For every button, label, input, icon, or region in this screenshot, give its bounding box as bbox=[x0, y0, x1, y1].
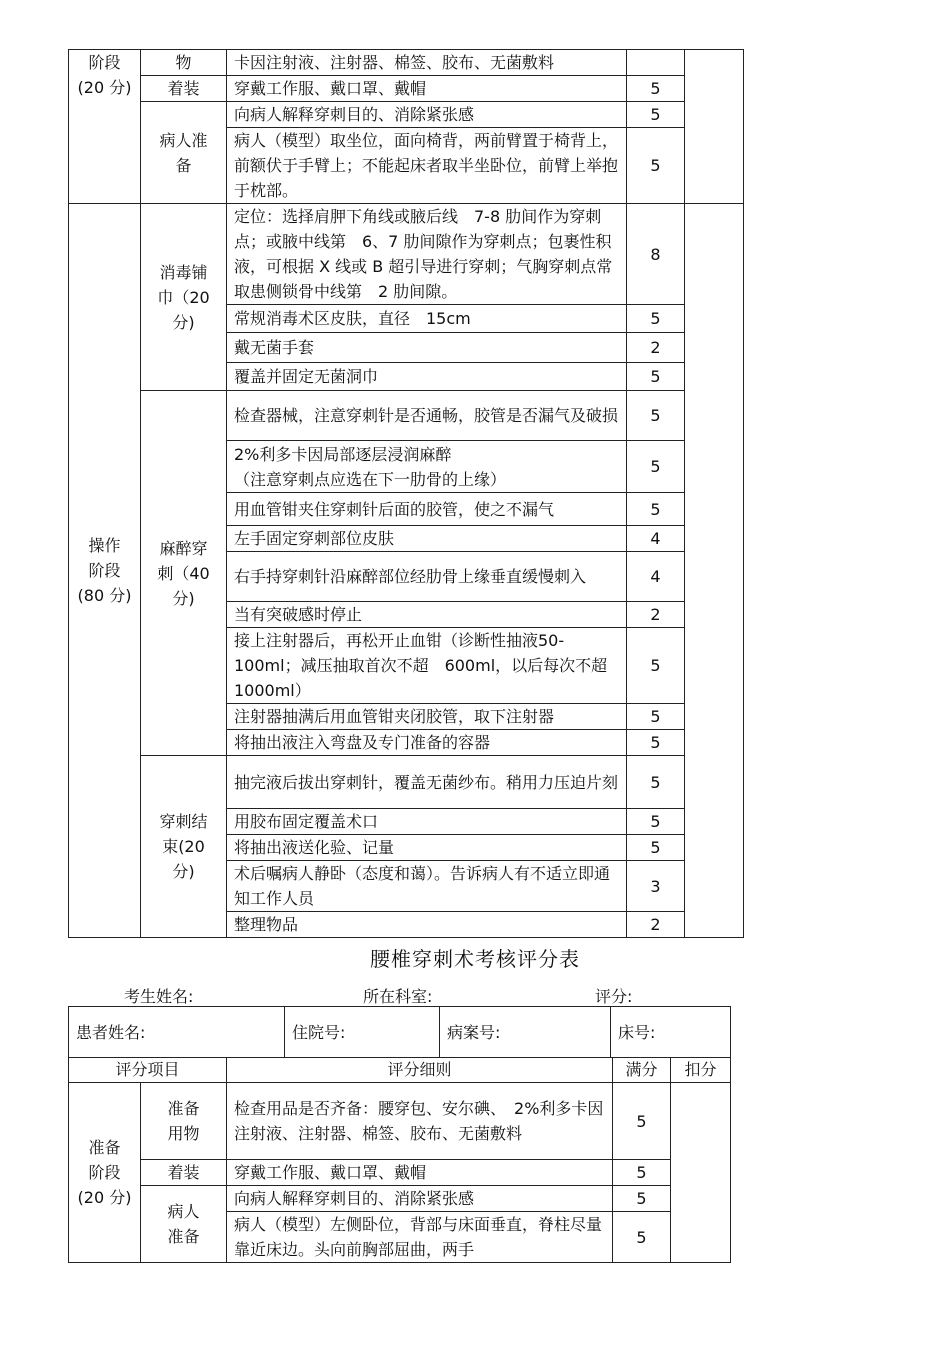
item-score: 5 bbox=[627, 493, 685, 526]
item-score bbox=[627, 50, 685, 76]
deduct-cell bbox=[671, 1083, 731, 1263]
header-detail: 评分细则 bbox=[227, 1058, 613, 1083]
item-score: 5 bbox=[627, 102, 685, 128]
item-text: 检查用品是否齐备：腰穿包、安尔碘、 2%利多卡因注射液、注射器、棉签、胶布、无菌敷料 bbox=[227, 1083, 613, 1160]
item-text: 病人（模型）取坐位，面向椅背，两前臂置于椅背上，前额伏于手臂上；不能起床者取半坐卧位，前臂上举抱于枕部。 bbox=[227, 128, 627, 204]
form-title: 腰椎穿刺术考核评分表 bbox=[370, 947, 580, 971]
category-anesthesia: 麻醉穿 刺（40 分) bbox=[141, 391, 227, 756]
item-score: 5 bbox=[613, 1186, 671, 1212]
category-items: 准备 用物 bbox=[141, 1083, 227, 1160]
category-dress: 着装 bbox=[141, 76, 227, 102]
deduct-cell bbox=[685, 204, 744, 938]
item-score: 4 bbox=[627, 526, 685, 552]
item-text: 常规消毒术区皮肤，直径 15cm bbox=[227, 305, 627, 333]
item-score: 5 bbox=[613, 1083, 671, 1160]
item-text: 定位：选择肩胛下角线或腋后线 7-8 肋间作为穿刺点；或腋中线第 6、7 肋间隙作为穿刺点；包裹性积液，可根据 X 线或 B 超引导进行穿刺；气胸穿刺点常取患侧锁骨中线第 2 肋间隙。 bbox=[227, 204, 627, 305]
item-text: 覆盖并固定无菌洞巾 bbox=[227, 363, 627, 391]
item-score: 5 bbox=[627, 628, 685, 704]
bed-number-field: 床号: bbox=[611, 1007, 731, 1058]
deduct-cell bbox=[685, 50, 744, 204]
item-score: 5 bbox=[627, 756, 685, 809]
item-text: 将抽出液注入弯盘及专门准备的容器 bbox=[227, 730, 627, 756]
item-text: 穿戴工作服、戴口罩、戴帽 bbox=[227, 1160, 613, 1186]
category-dress: 着装 bbox=[141, 1160, 227, 1186]
item-score: 5 bbox=[627, 76, 685, 102]
item-text: 术后嘱病人静卧（态度和蔼）。告诉病人有不适立即通知工作人员 bbox=[227, 861, 627, 912]
stage-prep: 准备 阶段 (20 分) bbox=[69, 1083, 141, 1263]
item-text: 检查器械，注意穿刺针是否通畅，胶管是否漏气及破损 bbox=[227, 391, 627, 441]
item-text: 接上注射器后，再松开止血钳（诊断性抽液50-100ml；减压抽取首次不超 600ml，以后每次不超 1000ml） bbox=[227, 628, 627, 704]
patient-name-field: 患者姓名: bbox=[69, 1007, 285, 1058]
admission-number-field: 住院号: bbox=[285, 1007, 440, 1058]
item-score: 5 bbox=[627, 441, 685, 493]
score-label: 评分: bbox=[595, 987, 633, 1006]
scoring-table-lumbar bbox=[68, 1057, 731, 1263]
item-text: 当有突破感时停止 bbox=[227, 602, 627, 628]
item-score: 2 bbox=[627, 912, 685, 938]
category-items: 物 bbox=[141, 50, 227, 76]
item-score: 3 bbox=[627, 861, 685, 912]
item-score: 5 bbox=[627, 730, 685, 756]
department-label: 所在科室: bbox=[363, 987, 433, 1006]
item-text: 用血管钳夹住穿刺针后面的胶管，使之不漏气 bbox=[227, 493, 627, 526]
examinee-name-label: 考生姓名: bbox=[124, 987, 194, 1006]
stage-operation: 操作 阶段 (80 分) bbox=[69, 204, 141, 938]
item-text: 左手固定穿刺部位皮肤 bbox=[227, 526, 627, 552]
item-score: 2 bbox=[627, 602, 685, 628]
header-deduct: 扣分 bbox=[671, 1058, 731, 1083]
item-score: 2 bbox=[627, 333, 685, 363]
item-score: 5 bbox=[627, 835, 685, 861]
item-text: 病人（模型）左侧卧位，背部与床面垂直，脊柱尽量靠近床边。头向前胸部屈曲，两手 bbox=[227, 1212, 613, 1263]
item-text: 将抽出液送化验、记量 bbox=[227, 835, 627, 861]
header-full-score: 满分 bbox=[613, 1058, 671, 1083]
category-patient-prep: 病人 准备 bbox=[141, 1186, 227, 1263]
item-score: 8 bbox=[627, 204, 685, 305]
category-finish: 穿刺结 束(20 分) bbox=[141, 756, 227, 938]
item-text: 用胶布固定覆盖术口 bbox=[227, 809, 627, 835]
item-text: 向病人解释穿刺目的、消除紧张感 bbox=[227, 102, 627, 128]
item-score: 5 bbox=[627, 305, 685, 333]
scoring-table-thoracentesis bbox=[68, 49, 744, 938]
item-score: 5 bbox=[627, 704, 685, 730]
item-text: 整理物品 bbox=[227, 912, 627, 938]
item-score: 5 bbox=[627, 809, 685, 835]
item-text: 卡因注射液、注射器、棉签、胶布、无菌敷料 bbox=[227, 50, 627, 76]
item-text: 右手持穿刺针沿麻醉部位经肋骨上缘垂直缓慢刺入 bbox=[227, 552, 627, 602]
item-text: 注射器抽满后用血管钳夹闭胶管，取下注射器 bbox=[227, 704, 627, 730]
category-patient-prep: 病人准 备 bbox=[141, 102, 227, 204]
item-score: 5 bbox=[613, 1160, 671, 1186]
item-text: 戴无菌手套 bbox=[227, 333, 627, 363]
category-disinfect: 消毒铺 巾（20 分) bbox=[141, 204, 227, 391]
item-score: 5 bbox=[627, 391, 685, 441]
patient-info-table bbox=[68, 1006, 731, 1058]
item-text: 抽完液后拔出穿刺针，覆盖无菌纱布。稍用力压迫片刻 bbox=[227, 756, 627, 809]
header-item: 评分项目 bbox=[69, 1058, 227, 1083]
item-text: 穿戴工作服、戴口罩、戴帽 bbox=[227, 76, 627, 102]
item-score: 5 bbox=[627, 363, 685, 391]
item-text: 2%利多卡因局部逐层浸润麻醉 （注意穿刺点应选在下一肋骨的上缘） bbox=[227, 441, 627, 493]
stage-prep-cont: 阶段 (20 分) bbox=[69, 50, 141, 204]
case-number-field: 病案号: bbox=[440, 1007, 611, 1058]
item-score: 5 bbox=[627, 128, 685, 204]
item-score: 4 bbox=[627, 552, 685, 602]
item-text: 向病人解释穿刺目的、消除紧张感 bbox=[227, 1186, 613, 1212]
item-score: 5 bbox=[613, 1212, 671, 1263]
